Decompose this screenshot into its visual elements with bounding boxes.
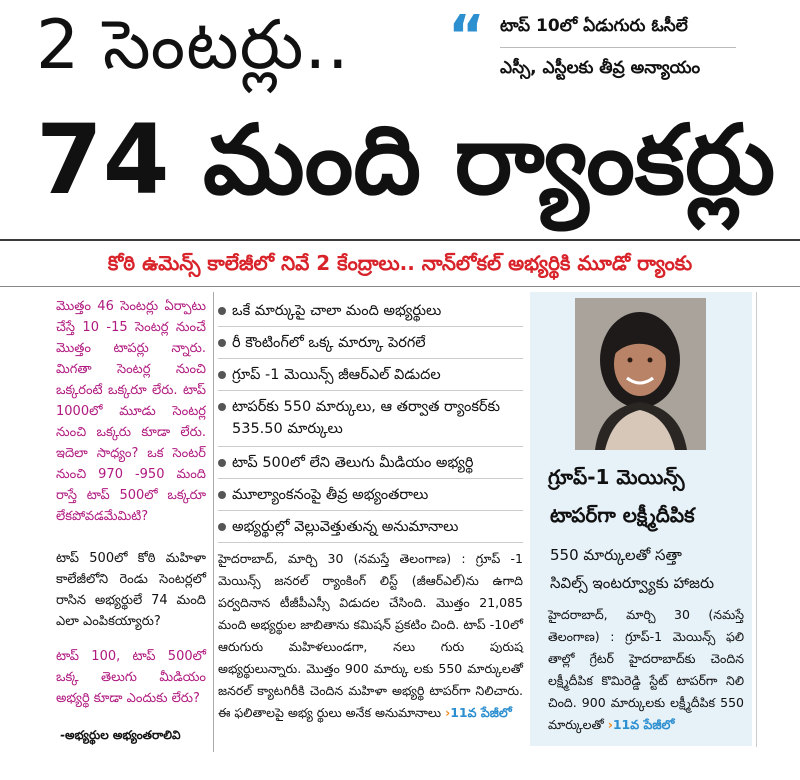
continued-link[interactable]: 11వ పేజీలో xyxy=(450,705,512,720)
bullet-text: టాప్ 500లో లేని తెలుగు మీడియం అభ్యర్థి xyxy=(232,455,474,471)
left-double-quote-icon: “ xyxy=(448,4,485,69)
bullet-text: అభ్యర్థుల్లో వెల్లువెత్తుతున్న అనుమానాలు xyxy=(232,519,459,535)
bullet-item xyxy=(218,396,523,440)
subheading: కోఠి ఉమెన్స్ కాలేజీలో నివే 2 కేంద్రాలు.. నాన్‌లోకల్ అభ్యర్థికి మూడో ర్యాంకు xyxy=(107,251,693,275)
quote-line2: ఎస్సీ, ఎస్టీలకు తీవ్ర అన్యాయం xyxy=(500,58,701,78)
headline-line2: 74 మంది ర్యాంకర్లు xyxy=(36,104,776,216)
right-headline-line2: టాపర్‌గా లక్ష్మీదీపిక xyxy=(550,503,695,527)
quote-line1: టాప్ 10లో ఏడుగురు ఓసీలే xyxy=(500,16,688,36)
bullet-item xyxy=(218,332,523,354)
headline-line1: 2 సెంటర్లు.. xyxy=(36,6,350,85)
bullet-text: గ్రూప్ -1 మెయిన్స్ జీఆర్‌ఎల్ విడుదల xyxy=(232,367,441,383)
bullet-item xyxy=(218,364,523,386)
right-deck-line2: సివిల్స్ ఇంటర్వ్యూకు హాజరు xyxy=(550,574,715,592)
right-deck-line1: 550 మార్కులతో సత్తా xyxy=(550,546,682,564)
right-edge-divider xyxy=(756,292,757,747)
left-para1: మొత్తం 46 సెంటర్లు ఏర్పాటు చేస్తే 10 -15 సెంటర్ల నుంచే మొత్తం టాపర్లు న్నారు. మిగతా సెంటర్ల నుంచి ఒక్కరంటే ఒక్కరూ లేరు. టాప్ 1000లో మూడు సెంటర్ల నుంచి ఒక్కరు కూడా లేరు. ఇదెలా సాధ్యం? ఒక సెంటర్ నుంచి 970 -950 మంది రాస్తే టాప్ 500లో ఒక్కరూ లేకపోవడమేమిటి? xyxy=(56,299,206,524)
left-para3: టాప్ 100, టాప్ 500లో ఒక్క తెలుగు మీడియం అభ్యర్థి కూడా ఎందుకు లేరు? xyxy=(56,649,206,706)
headline-divider xyxy=(0,239,800,241)
portrait-illustration xyxy=(575,298,706,450)
arrow-right-icon: › xyxy=(445,705,451,720)
left-para2: టాప్ 500లో కోఠి మహిళా కాలేజీలోని రెండు సెంటర్లలో రాసిన అభ్యర్థులే 74 మంది ఎలా ఎంపికయ్యారు? xyxy=(56,551,206,629)
continued-link[interactable]: 11వ పేజీలో xyxy=(612,717,675,732)
bullet-item xyxy=(218,484,523,506)
bullet-text: ఒకే మార్కుపై చాలా మంది అభ్యర్థులు xyxy=(232,303,442,319)
right-headline-line1: గ్రూప్-1 మెయిన్స్ xyxy=(548,465,685,489)
bullet-item xyxy=(218,452,523,474)
right-story-body xyxy=(548,604,744,736)
main-story-body xyxy=(218,548,523,724)
signature: -అభ్యర్థుల అభ్యంతరాలివి xyxy=(60,728,181,742)
bullet-text: టాపర్‌కు 550 మార్కులు, ఆ తర్వాత ర్యాంకర్‌కు 535.50 మార్కులు xyxy=(232,399,501,437)
main-story-text: హైదరాబాద్, మార్చి 30 (నమస్తే తెలంగాణ) : గ్రూప్ -1 మెయిన్స్ జనరల్ ర్యాంకింగ్ లిస్ట్ (జీఆర్‌ఎల్)ను ఉగాది పర్వదినాన టీజీపీఎస్సీ విడుదల చేసింది. మొత్తం 21,085 మంది అభ్యర్థుల జాబితాను కమిషన్ ప్రకటిం చింది. టాప్ -10లో ఆరుగురు మహిళలుండగా, నలు గురు పురుష అభ్యర్థులున్నారు. మొత్తం 900 మార్కు లకు 550 మార్కులతో జనరల్ క్యాటగిరీకి చెందిన మహిళా అభ్యర్థి టాపర్‌గా నిలిచారు. ఈ ఫలితాలపై అభ్య ర్థులు అనేక అనుమానాలు xyxy=(218,551,523,720)
portrait-photo xyxy=(575,298,706,450)
column-divider xyxy=(213,292,214,752)
bullet-item xyxy=(218,516,523,538)
bullet-item xyxy=(218,300,523,322)
right-story-text: హైదరాబాద్, మార్చి 30 (నమస్తే తెలంగాణ) : గ్రూప్-1 మెయిన్స్ ఫలి తాల్లో గ్రేటర్ హైదరాబాద్‌కు చెందిన లక్ష్మీదీపిక కొమిరెడ్డి స్టేట్ టాపర్‌గా నిలి చింది. 900 మార్కులకు లక్ష్మీదీపిక 550 మార్కులతో xyxy=(548,607,744,732)
bullet-text: రీ కౌంటింగ్‌లో ఒక్క మార్కూ పెరగలే xyxy=(232,335,426,351)
subheading-divider xyxy=(0,286,800,287)
arrow-right-icon: › xyxy=(607,717,613,732)
quote-divider xyxy=(500,47,736,48)
bullet-text: మూల్యాంకనంపై తీవ్ర అభ్యంతరాలు xyxy=(232,487,429,503)
